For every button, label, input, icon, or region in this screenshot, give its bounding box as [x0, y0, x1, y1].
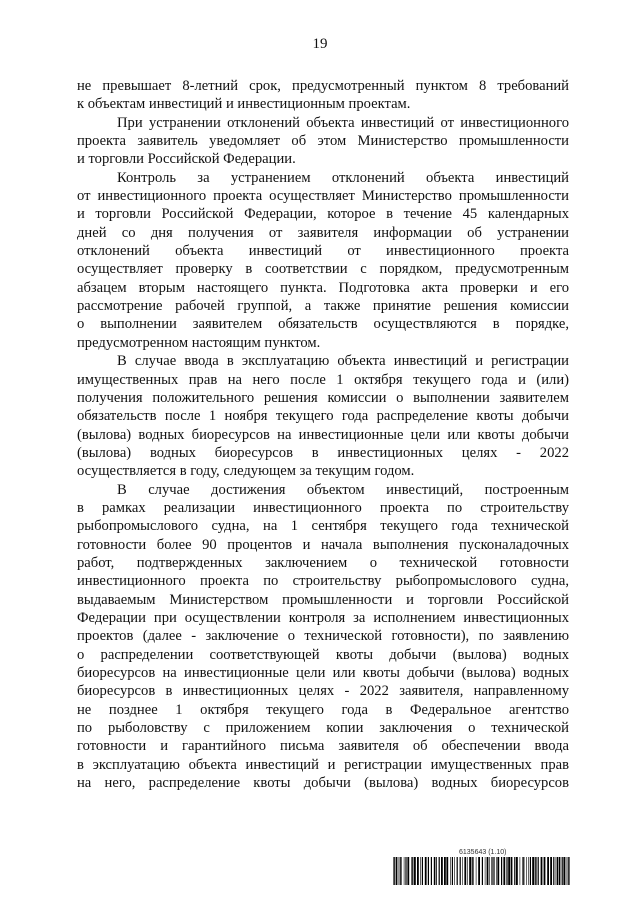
- barcode-bar: [482, 857, 483, 885]
- barcode-bar: [478, 857, 480, 885]
- barcode-bar: [536, 857, 537, 885]
- text-line: в эксплуатацию объекта инвестиций и регистрации имущественных прав: [77, 756, 569, 773]
- text-line: не позднее 1 октября текущего года в Федеральное агентство: [77, 701, 569, 718]
- barcode-bar: [422, 857, 423, 885]
- page-number: 19: [312, 36, 328, 52]
- barcode-bar: [469, 857, 471, 885]
- barcode-bar: [398, 857, 399, 885]
- text-line: отклонений объекта инвестиций от инвестиционного проекта: [77, 243, 569, 260]
- barcode-bar: [559, 857, 561, 885]
- text-line: по рыболовству с приложением копии заключения о технической: [77, 720, 569, 737]
- barcode-bar: [530, 857, 531, 885]
- barcode-bar: [439, 857, 440, 885]
- text-line: работ, подтвержденных заключением о технической готовности: [77, 554, 569, 571]
- barcode-bar: [464, 857, 466, 885]
- barcode-bar: [425, 857, 427, 885]
- text-line: биоресурсов на инвестиционные цели или квоты добычи (вылова) водных: [77, 665, 569, 681]
- text-line: обязательств после 1 ноября текущего года распределение квоты добычи: [77, 408, 569, 425]
- barcode-bar: [434, 857, 435, 885]
- barcode-bar: [511, 857, 513, 885]
- barcode-bar: [457, 857, 458, 885]
- barcode-bar: [420, 857, 421, 885]
- barcode-bar: [417, 857, 419, 885]
- barcode-bar: [501, 857, 502, 885]
- barcode-bar: [460, 857, 461, 885]
- barcode-bar: [428, 857, 429, 885]
- barcode-bar: [506, 857, 507, 885]
- barcode-bar: [550, 857, 552, 885]
- barcode-bar: [508, 857, 510, 885]
- barcode-image: [393, 857, 570, 885]
- barcode-bar: [553, 857, 554, 885]
- barcode-bar: [400, 857, 401, 885]
- text-line: готовности более 90 процентов и начала выполнения пусконаладочных: [77, 536, 569, 553]
- barcode-bar: [491, 857, 492, 885]
- text-line: и торговли Российской Федерации, которое в течение 45 календарных: [77, 206, 569, 223]
- barcode-bar: [562, 857, 563, 885]
- barcode-bar: [493, 857, 494, 885]
- text-line: (вылова) водных биоресурсов на инвестиционные цели или квоты добычи: [77, 426, 569, 443]
- text-line: абзацем вторым настоящего пункта. Подготовка акта проверки и его: [77, 279, 569, 296]
- text-line: рыбопромыслового судна, на 1 сентября текущего года технической: [77, 518, 569, 535]
- paragraph: [77, 77, 569, 114]
- barcode-bar: [411, 857, 412, 885]
- paragraph: [77, 352, 569, 480]
- barcode-bar: [485, 857, 486, 885]
- barcode-bar: [441, 857, 443, 885]
- barcode-bar: [516, 857, 518, 885]
- document-body: [77, 77, 569, 792]
- text-line: дней со дня получения от заявителя информации об устранении: [77, 224, 569, 241]
- text-line: рассмотрение рабочей группой, а также принятие решения комиссии: [77, 298, 569, 315]
- text-line: В случае достижения объектом инвестиций, построенным: [117, 481, 569, 498]
- text-line: Федерации при осуществлении контроля за исполнением инвестиционных: [77, 609, 569, 626]
- barcode-bar: [446, 857, 448, 885]
- barcode-bar: [462, 857, 463, 885]
- barcode-bar: [514, 857, 515, 885]
- barcode-bar: [522, 857, 523, 885]
- barcode-bar: [472, 857, 473, 885]
- barcode-bar: [556, 857, 557, 885]
- barcode-bar: [566, 857, 567, 885]
- barcode-bar: [557, 857, 558, 885]
- barcode-bar: [450, 857, 451, 885]
- paragraph: [77, 169, 569, 352]
- barcode-bar: [563, 857, 565, 885]
- text-line: (вылова) водных биоресурсов в инвестиционных целях - 2022: [77, 444, 569, 461]
- barcode-bar: [547, 857, 549, 885]
- barcode-bar: [436, 857, 437, 885]
- paragraph: [77, 114, 569, 169]
- barcode-bar: [396, 857, 397, 885]
- barcode-bar: [538, 857, 539, 885]
- document-code: 6135643 (1.10): [459, 849, 507, 856]
- text-line: получения положительного решения комиссии о выполнении заявителем: [77, 389, 569, 406]
- barcode-bar: [569, 857, 570, 885]
- text-line: о выполнении заявителем обязательств осуществляются в порядке,: [77, 316, 569, 333]
- barcode-bar: [414, 857, 416, 885]
- barcode-bar: [487, 857, 489, 885]
- barcode-bar: [528, 857, 529, 885]
- barcode-bar: [541, 857, 543, 885]
- barcode-bar: [401, 857, 402, 885]
- barcode-bar: [405, 857, 406, 885]
- text-line: имущественных прав на него после 1 октября текущего года и (или): [77, 371, 569, 388]
- barcode-bar: [568, 857, 569, 885]
- barcode-bar: [444, 857, 446, 885]
- paragraph: [77, 481, 569, 793]
- barcode-bar: [532, 857, 534, 885]
- barcode-bar: [406, 857, 407, 885]
- text-line: к объектам инвестиций и инвестиционным проектам.: [77, 96, 411, 113]
- barcode-bar: [526, 857, 527, 885]
- text-line: проекта заявитель уведомляет об этом Министерство промышленности: [77, 133, 569, 150]
- text-line: от инвестиционного проекта осуществляет Министерство промышленности: [77, 188, 569, 205]
- barcode-bar: [467, 857, 468, 885]
- barcode-bar: [496, 857, 497, 885]
- barcode-bar: [476, 857, 477, 885]
- barcode-block: [393, 848, 570, 885]
- barcode-bar: [454, 857, 455, 885]
- barcode-bar: [494, 857, 495, 885]
- barcode-bar: [544, 857, 546, 885]
- text-line: Контроль за устранением отклонений объекта инвестиций: [117, 169, 569, 186]
- barcode-bar: [452, 857, 453, 885]
- barcode-bar: [489, 857, 490, 885]
- text-line: В случае ввода в эксплуатацию объекта инвестиций и регистрации: [117, 353, 569, 370]
- text-line: на него, распределение квоты добычи (вылова) водных биоресурсов: [77, 775, 569, 792]
- barcode-bar: [503, 857, 505, 885]
- barcode-bar: [412, 857, 413, 885]
- barcode-bar: [535, 857, 536, 885]
- barcode-bar: [431, 857, 432, 885]
- barcode-bar: [523, 857, 524, 885]
- barcode-bar: [520, 857, 521, 885]
- text-line: При устранении отклонений объекта инвестиций от инвестиционного: [117, 114, 569, 131]
- barcode-bar: [393, 857, 394, 885]
- text-line: биоресурсов в инвестиционных целях - 2022 заявителя, направленному: [77, 683, 569, 700]
- barcode-bar: [473, 857, 474, 885]
- text-line: инвестиционного проекта по строительству рыбопромыслового судна,: [77, 573, 569, 590]
- text-line: предусмотренном настоящим пунктом.: [77, 334, 321, 351]
- text-line: и торговли Российской Федерации.: [77, 151, 296, 168]
- text-line: в рамках реализации инвестиционного проекта по строительству: [77, 499, 569, 516]
- barcode-bar: [394, 857, 395, 885]
- text-line: выдаваемым Министерством промышленности и торговли Российской: [77, 591, 569, 608]
- text-line: о распределении соответствующей квоты добычи (вылова) водных: [77, 646, 569, 663]
- barcode-bar: [497, 857, 499, 885]
- text-line: не превышает 8-летний срок, предусмотренный пунктом 8 требований: [77, 78, 569, 94]
- text-line: проектов (далее - заключение о технической готовности), по заявлению: [77, 628, 569, 645]
- barcode-bar: [404, 857, 405, 885]
- text-line: осуществляется в году, следующем за текущим годом.: [77, 463, 415, 480]
- text-line: готовности и гарантийного письма заявителя об обеспечении ввода: [77, 738, 569, 755]
- text-line: осуществляет проверку в соответствии с порядком, предусмотренным: [77, 261, 569, 278]
- barcode-bar: [407, 857, 409, 885]
